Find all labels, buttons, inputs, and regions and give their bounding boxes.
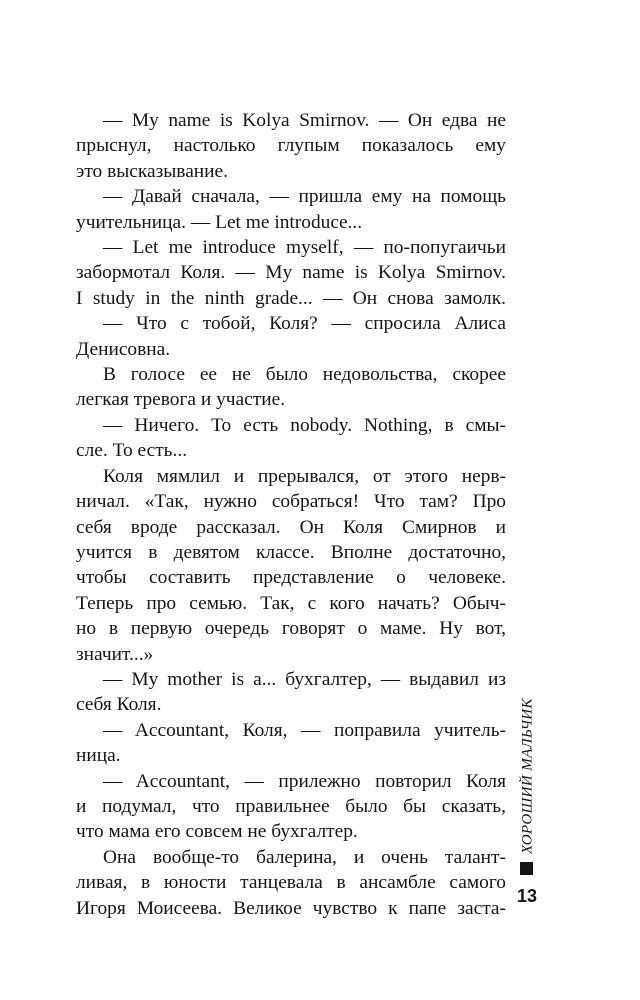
text-line: учительница. — Let me introduce... — [76, 211, 363, 233]
paragraph — [76, 235, 506, 311]
paragraph — [76, 769, 506, 845]
text-line: сле. То есть... — [76, 440, 188, 462]
text-line: — Accountant, Коля, — поправила учитель- — [103, 719, 506, 741]
text-line: — Let me introduce myself, — по-попугаичьи — [103, 237, 506, 259]
text-line: ница. — [76, 745, 121, 767]
text-line: легкая тревога и участие. — [76, 389, 286, 411]
text-line: прыснул, настолько глупым показалось ему — [76, 135, 506, 157]
text-line: что мама его совсем не бухгалтер. — [76, 821, 358, 843]
text-line: — My name is Kolya Smirnov. — Он едва не — [103, 110, 506, 131]
text-line: — Accountant, — прилежно повторил Коля — [103, 770, 506, 792]
paragraph — [76, 667, 506, 718]
paragraph — [76, 464, 506, 667]
text-line: I study in the ninth grade... — Он снова замолк. — [76, 287, 506, 309]
text-line: себя Коля. — [76, 694, 162, 716]
text-line: — Давай сначала, — пришла ему на помощь — [103, 186, 506, 208]
running-title: ХОРОШИЙ МАЛЬЧИК — [519, 698, 536, 854]
paragraph — [76, 362, 506, 413]
body-text — [76, 108, 506, 921]
text-line: и подумал, что правильнее было бы сказать, — [76, 795, 506, 817]
paragraph — [76, 311, 506, 362]
text-line: ничал. «Так, нужно собраться! Что там? Про — [76, 491, 506, 513]
text-line: чтобы составить представление о человеке. — [76, 567, 506, 589]
text-line: учится в девятом классе. Вполне достаточно, — [76, 541, 506, 563]
paragraph — [76, 845, 506, 921]
text-line: ливая, в юности танцевала в ансамбле самого — [76, 872, 506, 894]
paragraph — [76, 184, 506, 235]
text-line: но в первую очередь говорят о маме. Ну вот, — [76, 618, 506, 640]
text-line: Теперь про семью. Так, с кого начать? Обыч- — [76, 592, 506, 614]
text-line: — My mother is a... бухгалтер, — выдавил из — [103, 668, 506, 690]
text-line: Коля мямлил и прерывался, от этого нерв- — [103, 465, 506, 487]
text-line: — Что с тобой, Коля? — спросила Алиса — [103, 313, 506, 335]
text-line: — Ничего. То есть nobody. Nothing, в смы- — [103, 414, 506, 436]
paragraph — [76, 413, 506, 464]
text-line: В голосе ее не было недовольства, скорее — [103, 364, 506, 386]
paragraph — [76, 718, 506, 769]
text-line: себя вроде рассказал. Он Коля Смирнов и — [76, 516, 506, 538]
text-line: это высказывание. — [76, 160, 229, 182]
text-line: забормотал Коля. — My name is Kolya Smirnov. — [76, 262, 506, 284]
square-marker-icon — [520, 862, 533, 875]
page-number: 13 — [516, 886, 538, 906]
text-line: Денисовна. — [76, 338, 171, 360]
paragraph — [76, 108, 506, 184]
text-line: значит...» — [76, 643, 154, 665]
text-line: Она вообще-то балерина, и очень талант- — [103, 846, 506, 868]
text-line: Игоря Моисеева. Великое чувство к папе заста- — [76, 897, 506, 919]
